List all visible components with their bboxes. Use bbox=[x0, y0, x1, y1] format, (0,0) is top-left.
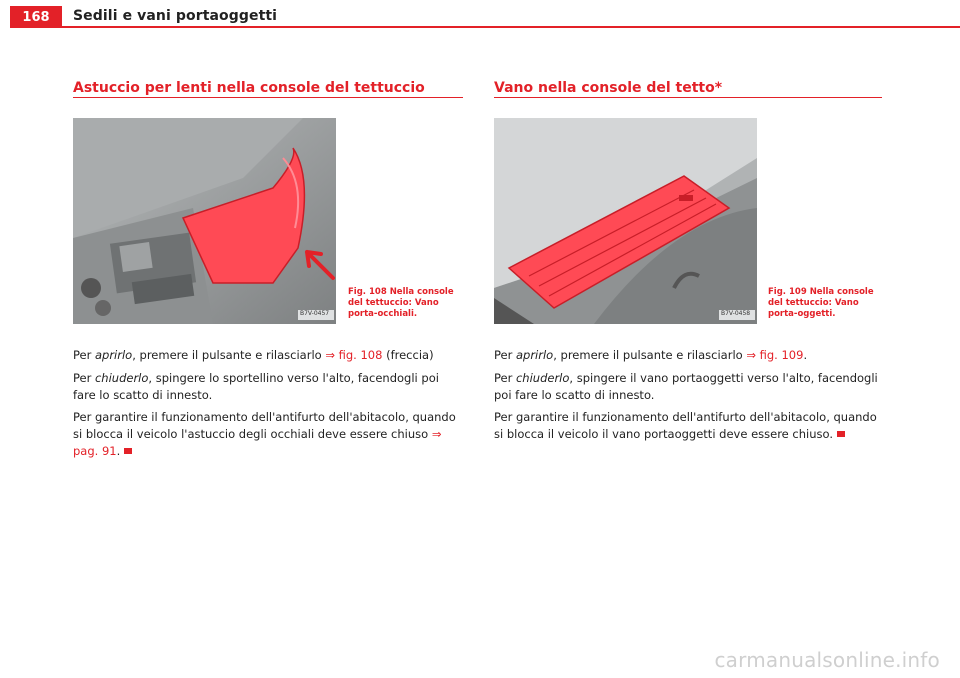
chapter-title: Sedili e vani portaoggetti bbox=[73, 8, 278, 24]
fig-109-link[interactable]: ⇒ fig. 109 bbox=[746, 348, 804, 362]
watermark: carmanualsonline.info bbox=[714, 648, 940, 672]
figure-108-photo bbox=[73, 118, 336, 324]
section-rule-right bbox=[494, 97, 882, 98]
page-91-link[interactable]: ⇒ pag. 91 bbox=[73, 427, 442, 458]
right-paragraph-close: Per chiuderlo, spingere il vano portaoggetti verso l'alto, facendogli poi fare lo scatto di innesto. bbox=[494, 371, 878, 402]
section-title-roof-storage: Vano nella console del tetto* bbox=[494, 80, 723, 96]
figure-108-caption: Fig. 108 Nella console del tettuccio: Vano porta-occhiali. bbox=[348, 287, 454, 319]
header-rule bbox=[10, 26, 960, 28]
fig-108-link[interactable]: ⇒ fig. 108 bbox=[325, 348, 383, 362]
right-paragraph-alarm: Per garantire il funzionamento dell'antifurto dell'abitacolo, quando si blocca il veicolo il vano portaoggetti deve essere chiuso. bbox=[494, 410, 877, 441]
page-header bbox=[0, 0, 960, 28]
figure-code: B7V-0457 bbox=[300, 310, 330, 317]
left-paragraph-close: Per chiuderlo, spingere lo sportellino verso l'alto, facendogli poi fare lo scatto di innesto. bbox=[73, 371, 439, 402]
left-paragraph-open: Per aprirlo, premere il pulsante e rilasciarlo ⇒ fig. 108 (freccia) bbox=[73, 348, 434, 362]
figure-code: B7V-0458 bbox=[721, 310, 751, 317]
left-paragraph-alarm: Per garantire il funzionamento dell'antifurto dell'abitacolo, quando si blocca il veicolo l'astuccio degli occhiali deve essere chiuso ⇒ pag. 91. bbox=[73, 410, 456, 458]
figure-109-photo bbox=[494, 118, 757, 324]
figure-109-caption: Fig. 109 Nella console del tettuccio: Vano porta-oggetti. bbox=[768, 287, 874, 319]
right-paragraph-open: Per aprirlo, premere il pulsante e rilasciarlo ⇒ fig. 109. bbox=[494, 348, 808, 362]
end-marker bbox=[837, 431, 845, 437]
section-rule-left bbox=[73, 97, 463, 98]
page-number: 168 bbox=[10, 6, 62, 28]
end-marker bbox=[124, 448, 132, 454]
section-title-glasses-case: Astuccio per lenti nella console del tettuccio bbox=[73, 80, 425, 96]
